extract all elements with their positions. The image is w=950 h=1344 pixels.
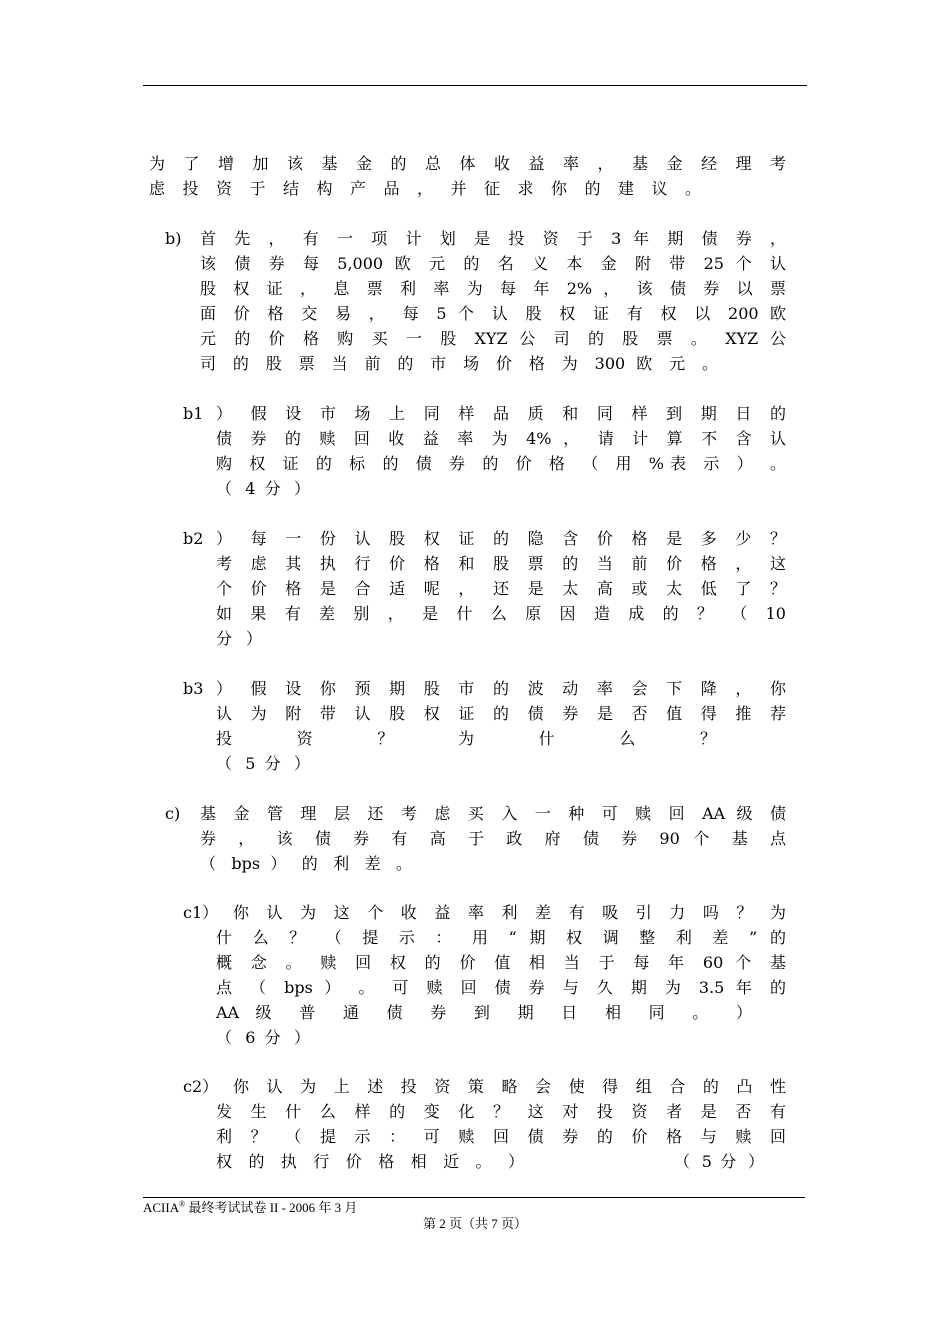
- question-text-line: 基 金 管 理 层 还 考 虑 买 入 一 种 可 赎 回 AA 级 债: [200, 804, 786, 823]
- exam-name: ACIIA: [143, 1200, 180, 1215]
- question-text-line: 你 认 为 上 述 投 资 策 略 会 使 得 组 合 的 凸 性: [233, 1077, 786, 1096]
- question-label-b3: b3: [183, 679, 204, 698]
- question-label-c: c): [165, 804, 181, 823]
- question-label-b: b): [165, 229, 182, 248]
- question-text-line: 点 （ bps ） 。 可 赎 回 债 券 与 久 期 为 3.5 年 的: [216, 978, 786, 997]
- question-score: （ 5 分 ）: [674, 1152, 764, 1171]
- question-text-line: 司 的 股 票 当 前 的 市 场 价 格 为 300 欧 元 。: [200, 354, 718, 373]
- question-text-line: 投 资 ？ 为 什 么 ？: [216, 729, 716, 748]
- question-text-line: ） 假 设 市 场 上 同 样 品 质 和 同 样 到 期 日 的: [216, 404, 786, 423]
- question-text-line: 首 先 ， 有 一 项 计 划 是 投 资 于 3 年 期 债 券 ，: [200, 229, 786, 248]
- question-label-c1: c1）: [183, 903, 219, 922]
- question-text-line: 个 价 格 是 合 适 呢 ， 还 是 太 高 或 太 低 了 ？: [216, 579, 786, 598]
- footer-rule: [143, 1197, 805, 1198]
- question-text-line: 概 念 。 赎 回 权 的 价 值 相 当 于 每 年 60 个 基: [216, 953, 786, 972]
- question-text-line: 认 为 附 带 认 股 权 证 的 债 券 是 否 值 得 推 荐: [216, 704, 786, 723]
- question-score: （ 4 分 ）: [216, 479, 310, 498]
- question-text-line: （ bps ） 的 利 差 。: [200, 854, 412, 873]
- question-text-line: 发 生 什 么 样 的 变 化 ？ 这 对 投 资 者 是 否 有: [216, 1102, 786, 1121]
- question-text-line: AA 级 普 通 债 券 到 期 日 相 同 。 ）: [216, 1003, 752, 1022]
- question-score: 分 ）: [216, 629, 262, 648]
- question-label-c2: c2）: [183, 1077, 219, 1096]
- header-rule: [143, 85, 807, 86]
- question-text-line: 考 虑 其 执 行 价 格 和 股 票 的 当 前 价 格 ， 这: [216, 554, 786, 573]
- question-text-line: 购 权 证 的 标 的 债 券 的 价 格 （ 用 %表 示 ） 。: [216, 454, 786, 473]
- question-text-line: 什 么 ？ （ 提 示 ： 用 “ 期 权 调 整 利 差 ” 的: [216, 928, 786, 947]
- question-label-b1: b1: [183, 404, 204, 423]
- question-text-line: 如 果 有 差 别 ， 是 什 么 原 因 造 成 的 ？ （ 10: [216, 604, 786, 623]
- question-text-line: 该 债 券 每 5,000 欧 元 的 名 义 本 金 附 带 25 个 认: [200, 254, 786, 273]
- question-text-line: 券 ， 该 债 券 有 高 于 政 府 债 券 90 个 基 点: [200, 829, 786, 848]
- question-text-line: 权 的 执 行 价 格 相 近 。 ）: [216, 1152, 524, 1171]
- intro-line: 虑 投 资 于 结 构 产 品 ， 并 征 求 你 的 建 议 。: [149, 179, 701, 198]
- exam-footer: [143, 1200, 357, 1216]
- question-score: （ 6 分 ）: [216, 1028, 310, 1047]
- question-text-line: 利 ？ （ 提 示 ： 可 赎 回 债 券 的 价 格 与 赎 回: [216, 1127, 786, 1146]
- question-score: （ 5 分 ）: [216, 754, 310, 773]
- exam-date: 最终考试试卷 II - 2006 年 3 月: [185, 1200, 358, 1215]
- question-text-line: 面 价 格 交 易 ， 每 5 个 认 股 权 证 有 权 以 200 欧: [200, 304, 786, 323]
- question-text-line: 债 券 的 赎 回 收 益 率 为 4% ， 请 计 算 不 含 认: [216, 429, 786, 448]
- question-label-b2: b2: [183, 529, 204, 548]
- question-text-line: 元 的 价 格 购 买 一 股 XYZ 公 司 的 股 票 。 XYZ 公: [200, 329, 786, 348]
- page-number: 第 2 页（共 7 页）: [422, 1216, 527, 1231]
- registered-mark: ®: [179, 1199, 186, 1209]
- question-text-line: 股 权 证 ， 息 票 利 率 为 每 年 2% ， 该 债 券 以 票: [200, 279, 786, 298]
- intro-line: 为 了 增 加 该 基 金 的 总 体 收 益 率 ， 基 金 经 理 考: [149, 154, 786, 173]
- question-text-line: ） 假 设 你 预 期 股 市 的 波 动 率 会 下 降 ， 你: [216, 679, 786, 698]
- question-text-line: ） 每 一 份 认 股 权 证 的 隐 含 价 格 是 多 少 ？: [216, 529, 786, 548]
- question-text-line: 你 认 为 这 个 收 益 率 利 差 有 吸 引 力 吗 ？ 为: [233, 903, 786, 922]
